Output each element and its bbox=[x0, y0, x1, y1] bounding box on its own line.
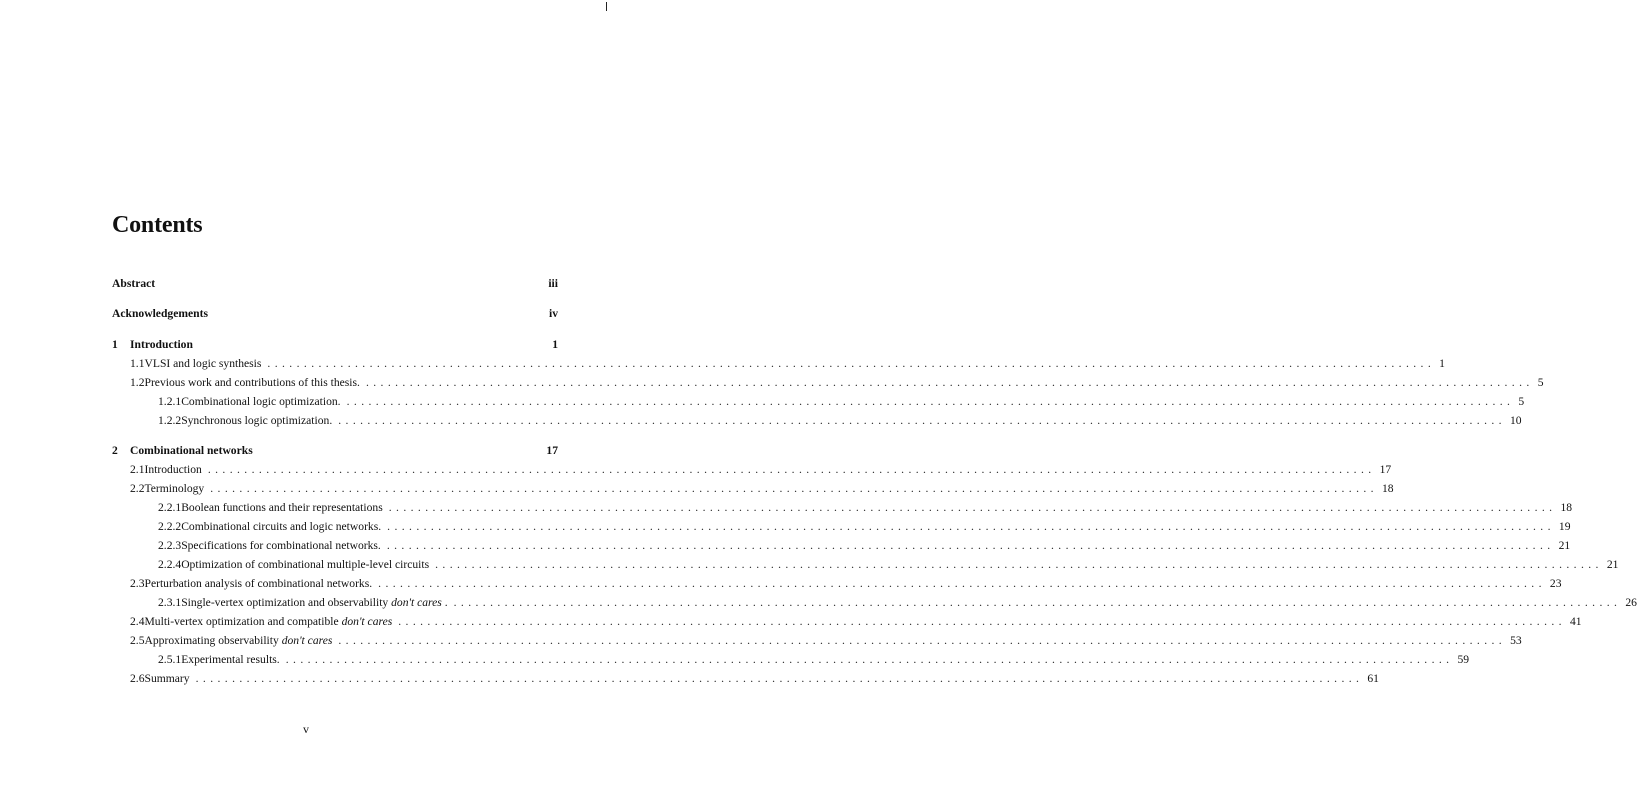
toc-entry[interactable] bbox=[158, 500, 1573, 516]
toc-chapter[interactable] bbox=[112, 443, 558, 459]
toc-entry-title bbox=[145, 356, 262, 372]
toc-entry-number: 1.2 bbox=[130, 376, 145, 389]
toc-entry-title-text: Combinational circuits and logic networks. bbox=[181, 520, 382, 533]
toc-leader-dots: ................................................................................................................................................................ bbox=[388, 501, 1557, 514]
toc-entry-number: 2.2 bbox=[130, 482, 145, 495]
toc-entry-page: 1 bbox=[552, 338, 558, 351]
toc-entry-title bbox=[145, 633, 333, 649]
toc-entry-title-text: Combinational logic optimization. bbox=[181, 395, 341, 408]
toc-entry[interactable] bbox=[130, 375, 1544, 391]
toc-leader-dots: ................................................................................................................................................................ bbox=[378, 577, 1546, 590]
toc-entry[interactable] bbox=[130, 462, 1392, 478]
toc-entry-page: iii bbox=[548, 277, 558, 290]
toc-entry-title bbox=[145, 462, 202, 478]
toc-leader-dots: ................................................................................................................................................................ bbox=[285, 653, 1454, 666]
toc-entry-title bbox=[181, 652, 280, 668]
toc-entry-number: 2.3.1 bbox=[158, 596, 182, 609]
toc-leader-dots: ................................................................................................................................................................ bbox=[387, 520, 1555, 533]
toc-entry-title-text: Specifications for combinational networks. bbox=[181, 539, 381, 552]
toc-entry-title-text: Introduction bbox=[130, 338, 193, 351]
toc-entry-title bbox=[181, 500, 383, 516]
toc-entry-title bbox=[130, 337, 193, 353]
toc-entry-number: 2.2.4 bbox=[158, 558, 182, 571]
toc-entry[interactable] bbox=[112, 306, 558, 322]
toc-entry-title-suffix: . bbox=[441, 596, 448, 609]
toc-leader-dots: ................................................................................................................................................................ bbox=[435, 558, 1603, 571]
toc-leader-dots: ................................................................................................................................................................ bbox=[195, 672, 1364, 685]
toc-entry[interactable] bbox=[158, 595, 1637, 611]
toc-chapter[interactable] bbox=[112, 337, 558, 353]
toc-entry[interactable] bbox=[158, 652, 1470, 668]
scan-edge-mark bbox=[606, 2, 607, 11]
toc-entry[interactable] bbox=[158, 538, 1571, 554]
toc-entry-page: 18 bbox=[1560, 501, 1573, 514]
toc-entry[interactable] bbox=[130, 614, 1582, 630]
toc-entry-title-emphasis: don't cares bbox=[281, 634, 333, 647]
toc-entry-title bbox=[145, 671, 190, 687]
toc-entry-number: 2.3 bbox=[130, 577, 145, 590]
toc-leader-dots: ................................................................................................................................................................ bbox=[453, 596, 1622, 609]
toc-entry-title-text: Approximating observability bbox=[144, 634, 279, 647]
toc-entry-title bbox=[145, 375, 360, 391]
toc-entry-title bbox=[181, 595, 447, 611]
toc-entry-title bbox=[181, 413, 332, 429]
toc-entry-page: iv bbox=[548, 307, 558, 320]
toc-entry-page: 19 bbox=[1558, 520, 1571, 533]
toc-entry-title bbox=[130, 443, 253, 459]
toc-entry-title bbox=[181, 394, 340, 410]
toc-entry-number: 2.2.2 bbox=[158, 520, 182, 533]
toc-entry[interactable] bbox=[158, 394, 1525, 410]
toc-entry-title-text: Perturbation analysis of combinational networks. bbox=[144, 577, 373, 590]
toc-entry-title bbox=[181, 557, 429, 573]
page-number: v bbox=[303, 722, 309, 736]
toc-entry-number: 2.5.1 bbox=[158, 653, 182, 666]
toc-entry-number: 1.2.1 bbox=[158, 395, 182, 408]
toc-entry-title-text: Combinational networks bbox=[130, 444, 253, 457]
toc-leader-dots: ................................................................................................................................................................ bbox=[207, 463, 1376, 476]
toc-entry-number: 2 bbox=[112, 444, 118, 457]
toc-entry-title-text: Single-vertex optimization and observability bbox=[181, 596, 389, 609]
toc-entry-page: 61 bbox=[1367, 672, 1379, 685]
toc-leader-dots: ................................................................................................................................................................ bbox=[398, 615, 1566, 628]
toc-entry-title bbox=[145, 614, 393, 630]
toc-entry-number: 2.2.3 bbox=[158, 539, 182, 552]
toc-entry-number: 2.5 bbox=[130, 634, 145, 647]
page-title: Contents bbox=[112, 212, 203, 239]
toc-entry-page: 59 bbox=[1457, 653, 1470, 666]
toc-leader-dots: ................................................................................................................................................................ bbox=[346, 395, 1515, 408]
toc-entry-page: 21 bbox=[1558, 539, 1571, 552]
toc-entry-title-text: Summary bbox=[144, 672, 190, 685]
toc-entry[interactable] bbox=[130, 481, 1394, 497]
toc-entry-page: 21 bbox=[1606, 558, 1619, 571]
toc-entry[interactable] bbox=[130, 633, 1522, 649]
toc-entry-title bbox=[181, 519, 381, 535]
toc-entry-title-emphasis: don't cares bbox=[391, 596, 442, 609]
toc-entry-title-text: VLSI and logic synthesis bbox=[144, 357, 262, 370]
toc-entry-title-text: Synchronous logic optimization. bbox=[181, 414, 333, 427]
toc-entry-number: 1.1 bbox=[130, 357, 145, 370]
toc-entry[interactable] bbox=[130, 576, 1562, 592]
toc-entry[interactable] bbox=[158, 519, 1571, 535]
toc-entry-number: 1.2.2 bbox=[158, 414, 182, 427]
toc-entry-number: 1 bbox=[112, 338, 118, 351]
toc-leader-dots: ................................................................................................................................................................ bbox=[338, 414, 1506, 427]
toc-entry-title-text: Previous work and contributions of this thesis. bbox=[144, 376, 360, 389]
toc-entry[interactable] bbox=[112, 276, 558, 292]
toc-entry[interactable] bbox=[158, 413, 1522, 429]
toc-entry-title-text: Experimental results. bbox=[181, 653, 280, 666]
toc-entry[interactable] bbox=[158, 557, 1619, 573]
toc-entry[interactable] bbox=[130, 671, 1379, 687]
toc-entry[interactable] bbox=[130, 356, 1445, 372]
toc-entry-title: Acknowledgements bbox=[112, 307, 208, 320]
toc-entry-page: 10 bbox=[1509, 414, 1522, 427]
toc-entry-page: 26 bbox=[1625, 596, 1637, 609]
toc-entry-title bbox=[145, 576, 373, 592]
toc-leader-dots: ................................................................................................................................................................ bbox=[210, 482, 1378, 495]
toc-entry-page: 53 bbox=[1510, 634, 1522, 647]
toc-entry-number: 2.4 bbox=[130, 615, 145, 628]
toc-entry-number: 2.1 bbox=[130, 463, 145, 476]
toc-entry-page: 1 bbox=[1439, 357, 1445, 370]
toc-entry-title-text: Boolean functions and their representations bbox=[181, 501, 383, 514]
toc-entry-title-text: Terminology bbox=[144, 482, 205, 495]
toc-entry-page: 18 bbox=[1381, 482, 1394, 495]
toc-entry-number: 2.2.1 bbox=[158, 501, 182, 514]
toc-entry-page: 41 bbox=[1569, 615, 1582, 628]
toc-leader-dots: ................................................................................................................................................................ bbox=[338, 634, 1507, 647]
toc-entry-page: 23 bbox=[1549, 577, 1562, 590]
toc-entry-title bbox=[145, 481, 205, 497]
toc-leader-dots: ................................................................................................................................................................ bbox=[386, 539, 1555, 552]
toc-entry-title-emphasis: don't cares bbox=[341, 615, 393, 628]
toc-leader-dots: ................................................................................................................................................................ bbox=[365, 376, 1534, 389]
toc-entry-number: 2.6 bbox=[130, 672, 145, 685]
toc-entry-page: 5 bbox=[1537, 376, 1544, 389]
toc-entry-title bbox=[181, 538, 381, 554]
toc-entry-title-text: Multi-vertex optimization and compatible bbox=[144, 615, 339, 628]
toc-entry-title-text: Optimization of combinational multiple-level circuits bbox=[181, 558, 430, 571]
toc-leader-dots: ................................................................................................................................................................ bbox=[267, 357, 1436, 370]
toc-entry-title: Abstract bbox=[112, 277, 156, 290]
toc-entry-page: 5 bbox=[1518, 395, 1525, 408]
toc-entry-page: 17 bbox=[1379, 463, 1392, 476]
toc-entry-title-text: Introduction bbox=[144, 463, 202, 476]
toc-entry-page: 17 bbox=[546, 444, 558, 457]
